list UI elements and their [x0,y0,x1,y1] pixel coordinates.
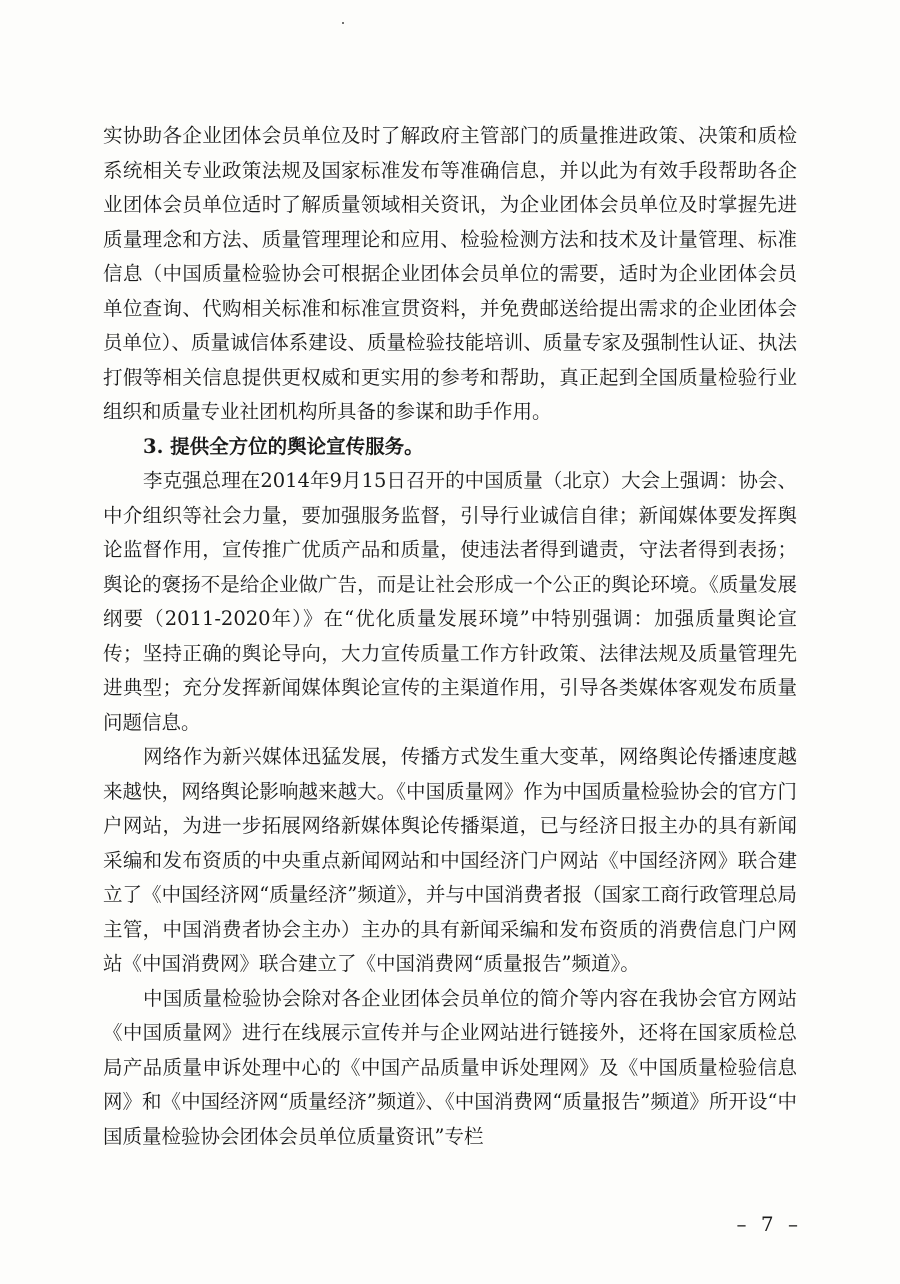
paragraph-premier-speech: 李克强总理在2014年9月15日召开的中国质量（北京）大会上强调：协会、中介组织等社会力量，要加强服务监督，引导行业诚信自律；新闻媒体要发挥舆论监督作用，宣传推广优质产品和质量，使违法者得到谴责，守法者得到表扬；舆论的褒扬不是给企业做广告，而是让社会形成一个公正的舆论环境。《质量发展纲要（2011-2020年）》在“优化质量发展环境”中特别强调：加强质量舆论宣传；坚持正确的舆论导向，大力宣传质量工作方针政策、法律法规及质量管理先进典型；充分发挥新闻媒体舆论宣传的主渠道作用，引导各类媒体客观发布质量问题信息。 [103,469,797,734]
paragraph-continuation: 实协助各企业团体会员单位及时了解政府主管部门的质量推进政策、决策和质检系统相关专业政策法规及国家标准发布等准确信息，并以此为有效手段帮助各企业团体会员单位适时了解质量领域相关资讯，为企业团体会员单位及时掌握先进质量理念和方法、质量管理理论和应用、检验检测方法和技术及计量管理、标准信息（中国质量检验协会可根据企业团体会员单位的需要，适时为企业团体会员单位查询、代购相关标准和标准宣贯资料，并免费邮送给提出需求的企业团体会员单位）、质量诚信体系建设、质量检验技能培训、质量专家及强制性认证、执法打假等相关信息提供更权威和更实用的参考和帮助，真正起到全国质量检验行业组织和质量专业社团机构所具备的参谋和助手作用。 [103,124,797,423]
paragraph-association-promotion: 中国质量检验协会除对各企业团体会员单位的简介等内容在我协会官方网站《中国质量网》进行在线展示宣传并与企业网站进行链接外，还将在国家质检总局产品质量申诉处理中心的《中国产品质量申诉处理网》及《中国质量检验信息网》和《中国经济网“质量经济”频道》、《中国消费网“质量报告”频道》所开设“中国质量检验协会团体会员单位质量资讯”专栏 [103,986,797,1148]
paragraph-network-media: 网络作为新兴媒体迅猛发展，传播方式发生重大变革，网络舆论传播速度越来越快，网络舆论影响越来越大。《中国质量网》作为中国质量检验协会的官方门户网站，为进一步拓展网络新媒体舆论传播渠道，已与经济日报主办的具有新闻采编和发布资质的中央重点新闻网站和中国经济门户网站《中国经济网》联合建立了《中国经济网“质量经济”频道》，并与中国消费者报（国家工商行政管理总局主管，中国消费者协会主办）主办的具有新闻采编和发布资质的消费信息门户网站《中国消费网》联合建立了《中国消费网“质量报告”频道》。 [103,745,797,975]
page-number: – 7 – [736,1212,802,1236]
document-body [103,119,797,1154]
section-heading: 3. 提供全方位的舆论宣传服务。 [143,434,424,458]
scan-speck [342,22,344,24]
